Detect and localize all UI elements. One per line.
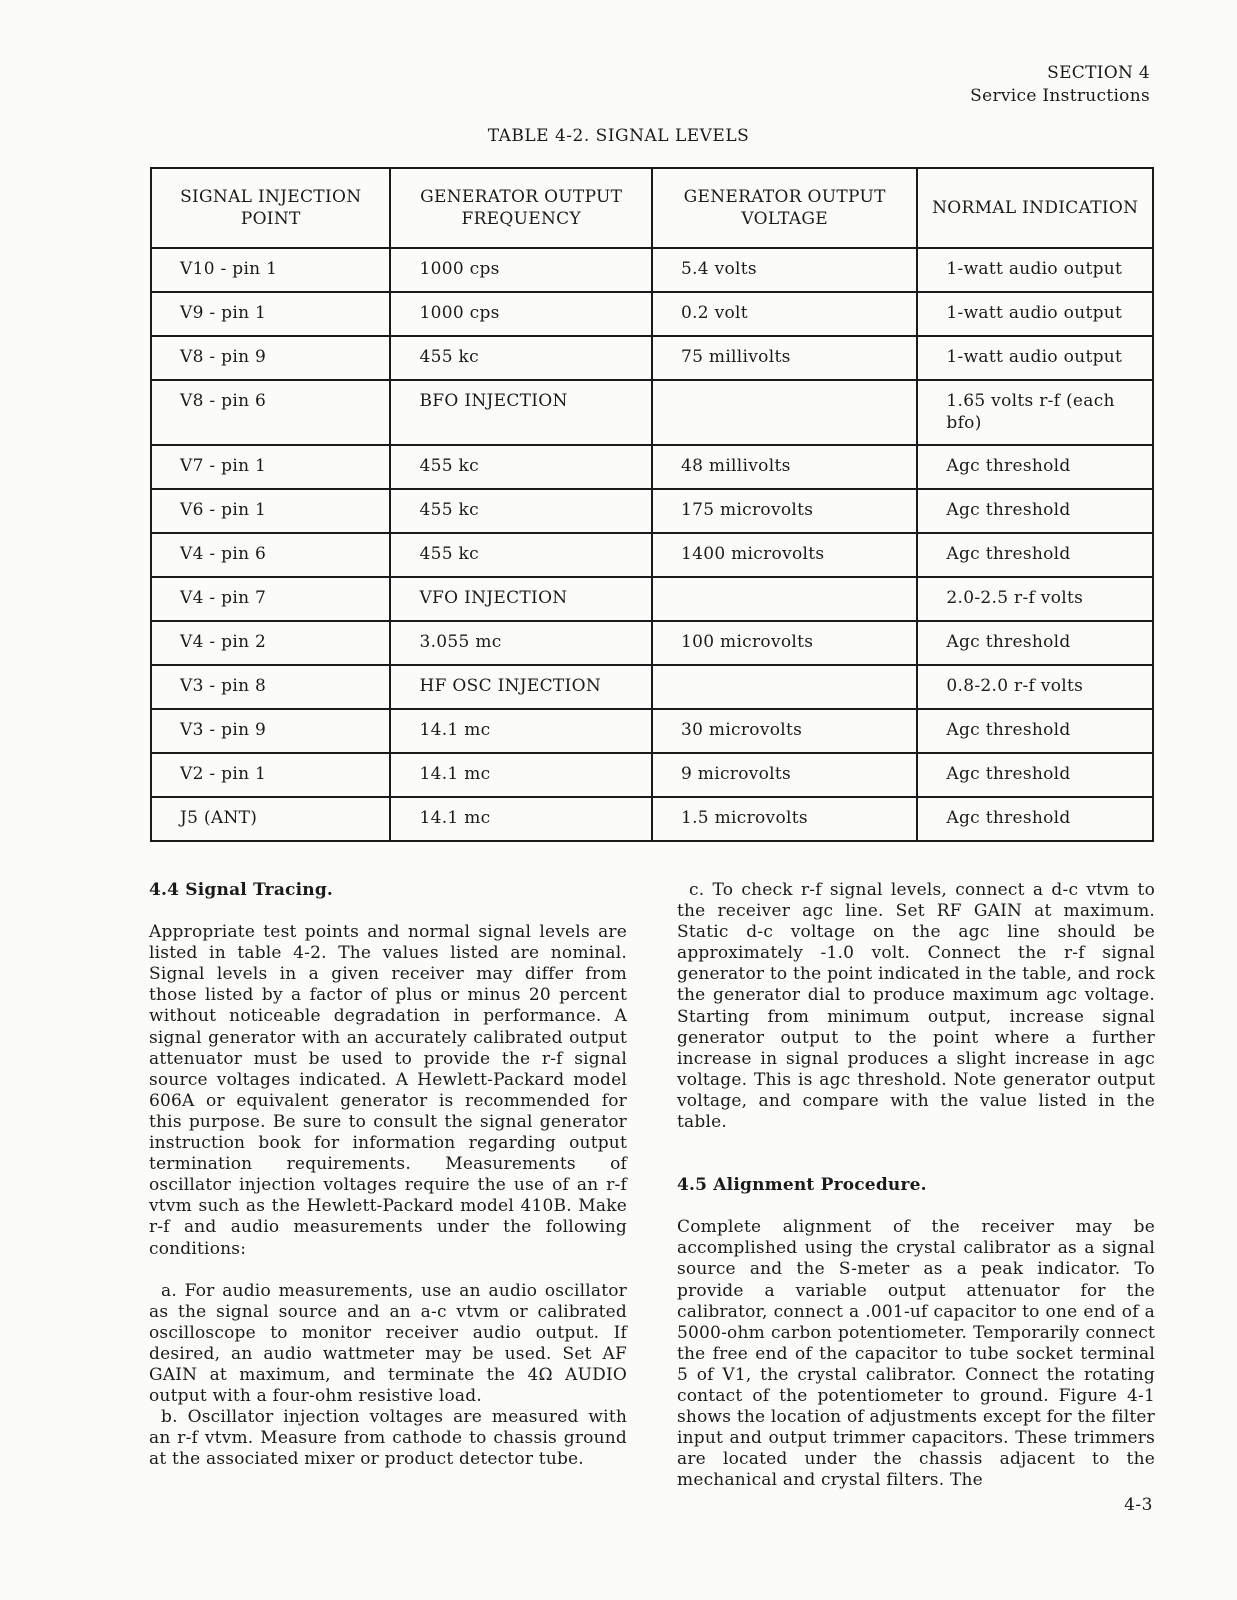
paragraph-b: b. Oscillator injection voltages are measured with an r-f vtvm. Measure from cathode to chassis ground at the associated mixer or product detector tube.	[149, 1407, 627, 1470]
cell-injection-point: V10 - pin 1	[151, 248, 390, 292]
cell-injection-point: V6 - pin 1	[151, 489, 390, 533]
right-column	[677, 880, 1155, 1491]
cell-output-frequency: VFO INJECTION	[390, 577, 651, 621]
cell-injection-point: V4 - pin 2	[151, 621, 390, 665]
table-row	[151, 336, 1153, 380]
cell-normal-indication: 1-watt audio output	[917, 292, 1153, 336]
table-row	[151, 380, 1153, 445]
page-number: 4-3	[1124, 1495, 1153, 1515]
cell-output-frequency: 14.1 mc	[390, 709, 651, 753]
table-row	[151, 577, 1153, 621]
cell-output-frequency: 14.1 mc	[390, 753, 651, 797]
cell-output-frequency: 455 kc	[390, 445, 651, 489]
cell-injection-point: V8 - pin 6	[151, 380, 390, 445]
table-body	[151, 248, 1153, 841]
cell-output-voltage: 1.5 microvolts	[652, 797, 917, 841]
table-header-row	[151, 168, 1153, 248]
cell-output-voltage: 100 microvolts	[652, 621, 917, 665]
section-label: SECTION 4	[1047, 63, 1150, 83]
cell-output-frequency: 455 kc	[390, 489, 651, 533]
cell-output-voltage: 75 millivolts	[652, 336, 917, 380]
cell-normal-indication: Agc threshold	[917, 621, 1153, 665]
cell-normal-indication: Agc threshold	[917, 445, 1153, 489]
table-row	[151, 248, 1153, 292]
heading-signal-tracing: 4.4 Signal Tracing.	[149, 880, 334, 900]
cell-output-frequency: 1000 cps	[390, 292, 651, 336]
cell-normal-indication: 1-watt audio output	[917, 336, 1153, 380]
left-column	[149, 880, 627, 1470]
cell-normal-indication: Agc threshold	[917, 797, 1153, 841]
header-injection-point: SIGNAL INJECTION POINT	[151, 168, 390, 248]
cell-injection-point: V9 - pin 1	[151, 292, 390, 336]
cell-output-voltage	[652, 577, 917, 621]
cell-normal-indication: Agc threshold	[917, 753, 1153, 797]
table-row	[151, 665, 1153, 709]
cell-output-voltage	[652, 665, 917, 709]
table-row	[151, 753, 1153, 797]
cell-output-voltage: 5.4 volts	[652, 248, 917, 292]
table-row	[151, 489, 1153, 533]
cell-output-voltage: 175 microvolts	[652, 489, 917, 533]
cell-output-frequency: 14.1 mc	[390, 797, 651, 841]
header-normal-indication: NORMAL INDICATION	[917, 168, 1153, 248]
table-row	[151, 445, 1153, 489]
table-title: TABLE 4-2. SIGNAL LEVELS	[487, 126, 750, 146]
paragraph-c: c. To check r-f signal levels, connect a d-c vtvm to the receiver agc line. Set RF GAIN at maximum. Static d-c voltage on the agc line should be approximately -1.0 volt. Connect the r-f signal generator to the point indicated in the table, and rock the generator dial to produce maximum agc voltage. Starting from minimum output, increase signal generator output to the point where a further increase in signal produces a slight increase in agc voltage. This is agc threshold. Note generator output voltage, and compare with the value listed in the table.	[677, 880, 1155, 1133]
cell-output-frequency: HF OSC INJECTION	[390, 665, 651, 709]
alignment-paragraph: Complete alignment of the receiver may be accomplished using the crystal calibrator as a signal source and the S-meter as a peak indicator. To provide a variable output attenuator for the calibrator, connect a .001-uf capacitor to one end of a 5000-ohm carbon potentiometer. Temporarily connect the free end of the capacitor to tube socket terminal 5 of V1, the crystal calibrator. Connect the rotating contact of the potentiometer to ground. Figure 4-1 shows the location of adjustments except for the filter input and output trimmer capacitors. These trimmers are located under the chassis adjacent to the mechanical and crystal filters. The	[677, 1217, 1155, 1491]
cell-output-voltage	[652, 380, 917, 445]
cell-normal-indication: 1-watt audio output	[917, 248, 1153, 292]
heading-alignment-procedure: 4.5 Alignment Procedure.	[677, 1175, 927, 1196]
signal-tracing-paragraph: Appropriate test points and normal signal levels are listed in table 4-2. The values listed are nominal. Signal levels in a given receiver may differ from those listed by a factor of plus or minus 20 percent without noticeable degradation in performance. A signal generator with an accurately calibrated output attenuator must be used to provide the r-f signal source voltages indicated. A Hewlett-Packard model 606A or equivalent generator is recommended for this purpose. Be sure to consult the signal generator instruction book for information regarding output termination requirements. Measurements of oscillator injection voltages require the use of an r-f vtvm such as the Hewlett-Packard model 410B. Make r-f and audio measurements under the following conditions:	[149, 922, 627, 1259]
table-row	[151, 292, 1153, 336]
signal-levels-table	[150, 167, 1154, 842]
table-row	[151, 621, 1153, 665]
cell-output-frequency: 455 kc	[390, 533, 651, 577]
cell-output-voltage: 0.2 volt	[652, 292, 917, 336]
cell-normal-indication: 2.0-2.5 r-f volts	[917, 577, 1153, 621]
header-output-voltage: GENERATOR OUTPUT VOLTAGE	[652, 168, 917, 248]
cell-injection-point: V3 - pin 9	[151, 709, 390, 753]
table-row	[151, 797, 1153, 841]
cell-normal-indication: 0.8-2.0 r-f volts	[917, 665, 1153, 709]
header-output-frequency: GENERATOR OUTPUT FREQUENCY	[390, 168, 651, 248]
table-row	[151, 709, 1153, 753]
cell-output-frequency: 1000 cps	[390, 248, 651, 292]
cell-output-frequency: 3.055 mc	[390, 621, 651, 665]
section-subtitle: Service Instructions	[970, 86, 1150, 106]
cell-output-voltage: 48 millivolts	[652, 445, 917, 489]
cell-output-voltage: 1400 microvolts	[652, 533, 917, 577]
cell-injection-point: V8 - pin 9	[151, 336, 390, 380]
cell-output-frequency: 455 kc	[390, 336, 651, 380]
cell-normal-indication: Agc threshold	[917, 533, 1153, 577]
paragraph-a: a. For audio measurements, use an audio oscillator as the signal source and an a-c vtvm or calibrated oscilloscope to monitor receiver audio output. If desired, an audio wattmeter may be used. Set AF GAIN at maximum, and terminate the 4Ω AUDIO output with a four-ohm resistive load.	[149, 1280, 627, 1407]
cell-normal-indication: Agc threshold	[917, 709, 1153, 753]
cell-injection-point: V2 - pin 1	[151, 753, 390, 797]
table-row	[151, 533, 1153, 577]
cell-injection-point: J5 (ANT)	[151, 797, 390, 841]
cell-injection-point: V4 - pin 6	[151, 533, 390, 577]
cell-injection-point: V4 - pin 7	[151, 577, 390, 621]
cell-output-frequency: BFO INJECTION	[390, 380, 651, 445]
cell-normal-indication: 1.65 volts r-f (each bfo)	[917, 380, 1153, 445]
cell-output-voltage: 30 microvolts	[652, 709, 917, 753]
cell-output-voltage: 9 microvolts	[652, 753, 917, 797]
cell-injection-point: V7 - pin 1	[151, 445, 390, 489]
cell-injection-point: V3 - pin 8	[151, 665, 390, 709]
cell-normal-indication: Agc threshold	[917, 489, 1153, 533]
page-header	[970, 62, 1150, 108]
